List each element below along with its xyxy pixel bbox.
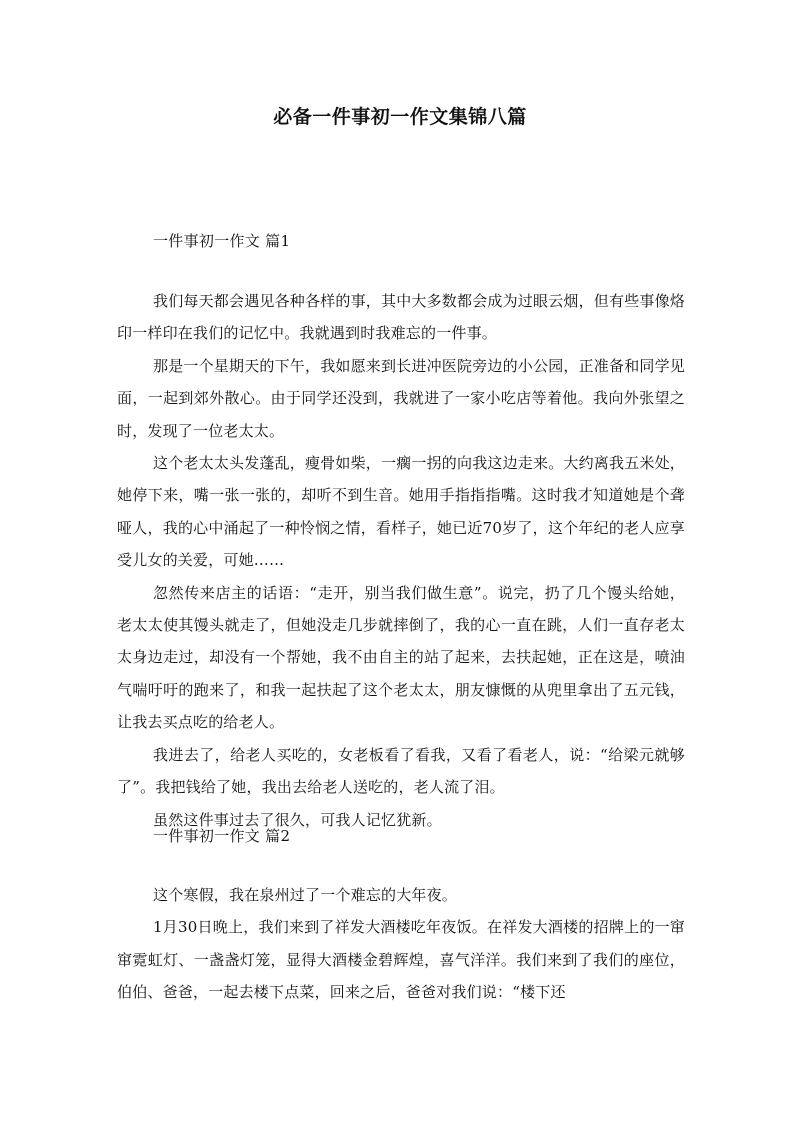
paragraph: 这个老太太头发蓬乱，瘦骨如柴，一瘸一拐的向我这边走来。大约离我五米处，她停下来，嘴一张一张的，却听不到生音。她用手指指指嘴。这时我才知道她是个聋哑人，我的心中涌起了一种怜悯之情，看样子，她已近70岁了，这个年纪的老人应享受儿女的关爱，可她…… — [117, 454, 686, 570]
paragraph: 1月30日晚上，我们来到了祥发大酒楼吃年夜饭。在祥发大酒楼的招牌上的一窜窜霓虹灯、一盏盏灯笼，显得大酒楼金碧辉煌，喜气洋洋。我们来到了我们的座位，伯伯、爸爸，一起去楼下点菜，回来之后，爸爸对我们说：“楼下还 — [117, 918, 685, 1002]
section-heading-2: 一件事初一作文 篇2 — [153, 827, 291, 845]
paragraph: 那是一个星期天的下午，我如愿来到长进冲医院旁边的小公园，正准备和同学见面，一起到郊外散心。由于同学还没到，我就进了一家小吃店等着他。我向外张望之时，发现了一位老太太。 — [117, 356, 686, 440]
paragraph: 虽然这件事过去了很久，可我人记忆犹新。 — [153, 810, 442, 829]
paragraph: 我们每天都会遇见各种各样的事，其中大多数都会成为过眼云烟，但有些事像烙印一样印在我们的记忆中。我就遇到时我难忘的一件事。 — [117, 292, 686, 343]
section-2-body — [117, 879, 685, 1009]
section-1-body — [117, 285, 685, 836]
paragraph: 这个寒假，我在泉州过了一个难忘的大年夜。 — [153, 886, 458, 904]
document-title: 必备一件事初一作文集锦八篇 — [273, 106, 527, 128]
paragraph: 忽然传来店主的话语：“走开，别当我们做生意”。说完，扔了几个馒头给她，老太太使其馒头就走了，但她没走几步就摔倒了，我的心一直在跳，人们一直存老太太身边走过，却没有一个帮她，我不由自主的站了起来，去扶起她，正在这是，喷油气喘吁吁的跑来了，和我一起扶起了这个老太太，朋友慷慨的从兜里拿出了五元钱，让我去买点吃的给老人。 — [117, 583, 685, 732]
section-heading-1: 一件事初一作文 篇1 — [153, 232, 291, 250]
paragraph: 我进去了，给老人买吃的，女老板看了看我，又看了看老人，说：“给梁元就够了”。我把钱给了她，我出去给老人送吃的，老人流了泪。 — [117, 745, 685, 797]
